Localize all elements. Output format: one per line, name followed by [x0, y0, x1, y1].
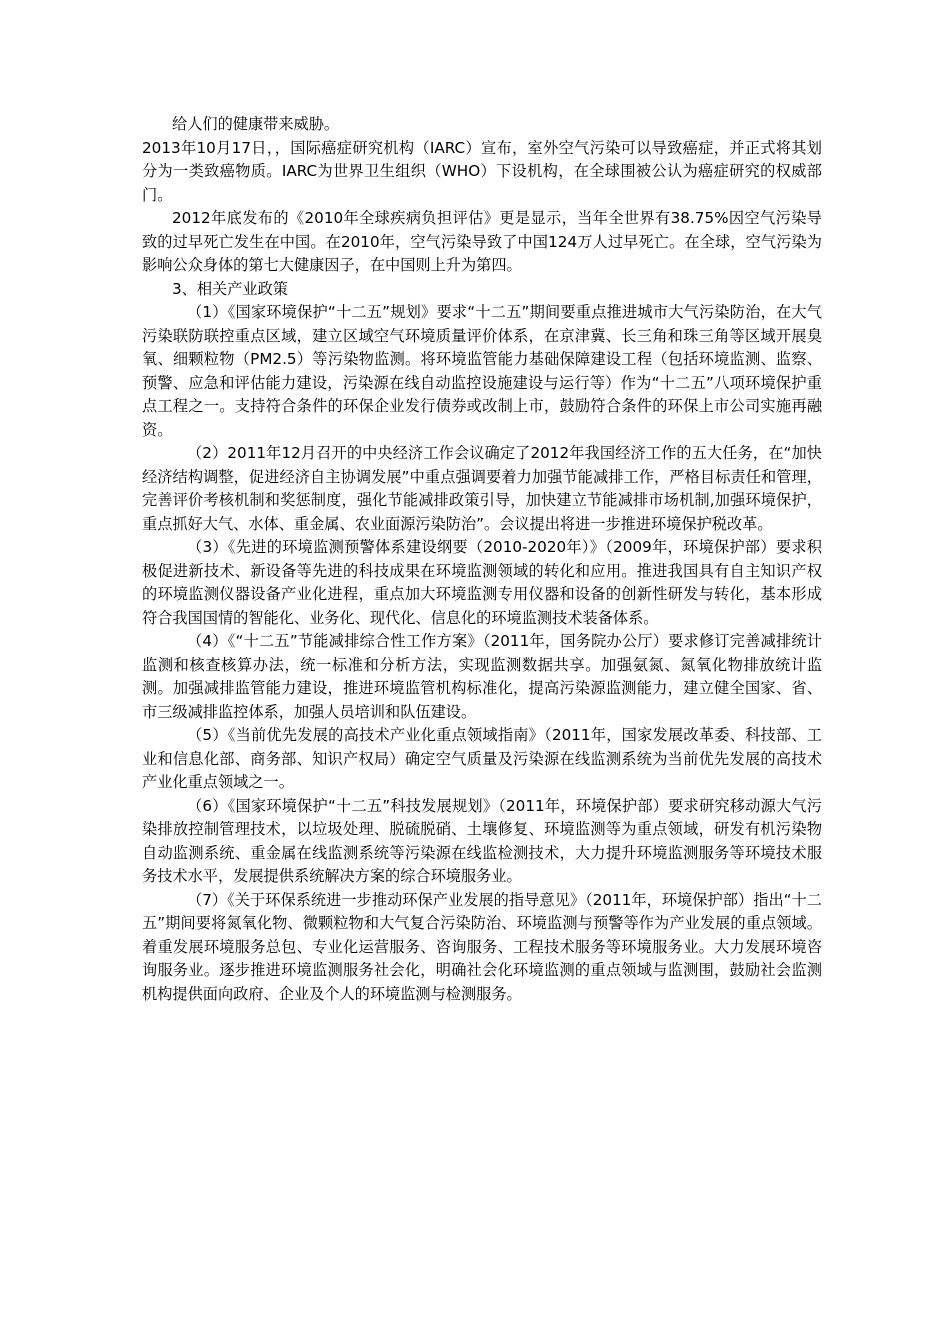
paragraph-iarc: 2013年10月17日，，国际癌症研究机构（IARC）宣布，室外空气污染可以导致癌症，并正式将其划分为一类致癌物质。IARC为世界卫生组织（WHO）下设机构，在全球围被公认为癌症研究的权威部门。	[142, 138, 822, 204]
paragraph-policy-5: （5）《当前优先发展的高技术产业化重点领域指南》（2011年，国家发展改革委、科技部、工业和信息化部、商务部、知识产权局）确定空气质量及污染源在线监测系统为当前优先发展的高技术产业化重点领域之一。	[142, 726, 822, 791]
section-heading-policy: 3、相关产业政策	[172, 279, 288, 298]
paragraph-policy-7: （7）《关于环保系统进一步推动环保产业发展的指导意见》（2011年，环境保护部）指出“十二五”期间要将氮氧化物、微颗粒物和大气复合污染防治、环境监测与预警等作为产业发展的重点领域。着重发展环境服务总包、专业化运营服务、咨询服务、工程技术服务等环境服务业。大力发展环境咨询服务业。逐步推进环境监测服务社会化，明确社会化环境监测的重点领域与监测围，鼓励社会监测机构提供面向政府、企业及个人的环境监测与检测服务。	[142, 890, 822, 1003]
paragraph-policy-3: （3）《先进的环境监测预警体系建设纲要（2010-2020年）》（2009年，环境保护部）要求积极促进新技术、新设备等先进的科技成果在环境监测领域的转化和应用。推进我国具有自主知识产权的环境监测仪器设备产业化进程，重点加大环境监测专用仪器和设备的创新性研发与转化，基本形成符合我国国情的智能化、业务化、现代化、信息化的环境监测技术装备体系。	[142, 538, 822, 627]
paragraph-policy-6: （6）《国家环境保护“十二五”科技发展规划》（2011年，环境保护部）要求研究移动源大气污染排放控制管理技术，以垃圾处理、脱硫脱硝、土壤修复、环境监测等为重点领域，研发有机污染物自动监测系统、重金属在线监测系统等污染源在线监检测技术，大力提升环境监测服务等环境技术服务技术水平，发展提供系统解决方案的综合环境服务业。	[142, 796, 822, 885]
paragraph-policy-4: （4）《“十二五”节能减排综合性工作方案》（2011年，国务院办公厅）要求修订完善减排统计监测和核查核算办法，统一标准和分析方法，实现监测数据共享。加强氨氮、氮氧化物排放统计监测。加强减排监管能力建设，推进环境监管机构标准化，提高污染源监测能力，建立健全国家、省、市三级减排监控体系，加强人员培训和队伍建设。	[142, 632, 822, 721]
paragraph-policy-2: （2）2011年12月召开的中央经济工作会议确定了2012年我国经济工作的五大任务，在“加快经济结构调整，促进经济自主协调发展”中重点强调要着力加强节能减排工作，严格目标责任和管理，完善评价考核机制和奖惩制度，强化节能减排政策引导，加快建立节能减排市场机制,加强环境保护，重点抓好大气、水体、重金属、农业面源污染防治”。会议提出将进一步推进环境保护税改革。	[142, 444, 822, 533]
paragraph-health-threat: 给人们的健康带来威胁。	[172, 115, 340, 133]
paragraph-gbd-2010: 2012年底发布的《2010年全球疾病负担评估》更是显示，当年全世界有38.75%因空气污染导致的过早死亡发生在中国。在2010年，空气污染导致了中国124万人过早死亡。在全球，空气污染为影响公众身体的第七大健康因子，在中国则上升为第四。	[142, 209, 822, 274]
document-page	[142, 113, 822, 1006]
paragraph-policy-1: （1）《国家环境保护“十二五”规划》要求“十二五”期间要重点推进城市大气污染防治，在大气污染联防联控重点区域，建立区域空气环境质量评价体系，在京津冀、长三角和珠三角等区域开展臭氧、细颗粒物（PM2.5）等污染物监测。将环境监管能力基础保障建设工程（包括环境监测、监察、预警、应急和评估能力建设，污染源在线自动监控设施建设与运行等）作为“十二五”八项环境保护重点工程之一。支持符合条件的环保企业发行债券或改制上市，鼓励符合条件的环保上市公司实施再融资。	[142, 303, 822, 439]
